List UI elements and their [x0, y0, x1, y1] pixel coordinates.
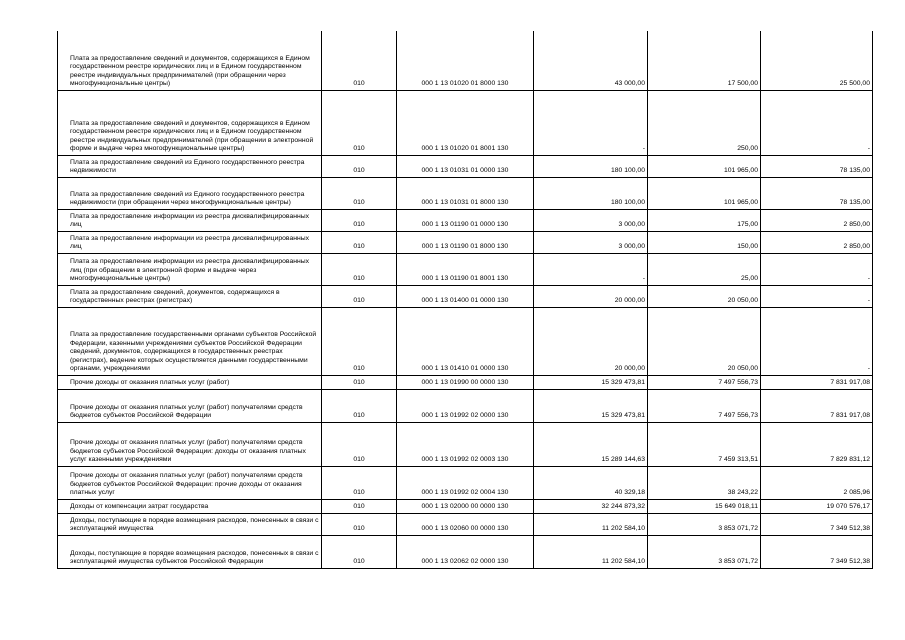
- income-name-text: Прочие доходы от оказания платных услуг (работ): [70, 379, 230, 387]
- approved-amount-cell: 20 000,00: [534, 285, 648, 307]
- income-name-text: Доходы, поступающие в порядке возмещения расходов, понесенных в связи с эксплуатацией имущества субъектов Российской Федерации: [70, 549, 319, 566]
- unexecuted-amount-cell: -: [761, 90, 873, 155]
- income-name-cell: [58, 209, 322, 231]
- unexecuted-amount-cell: 78 135,00: [761, 177, 873, 209]
- income-name-cell: [58, 31, 322, 90]
- line-code-cell: 010: [322, 31, 397, 90]
- income-name-text: Прочие доходы от оказания платных услуг (работ) получателями средств бюджетов субъектов Российской Федерации: доходы от оказания платных услуг казенными учреждениями: [70, 439, 306, 464]
- table-row: [58, 389, 873, 422]
- unexecuted-amount-cell: 2 085,96: [761, 466, 873, 499]
- line-code-cell: 010: [322, 389, 397, 422]
- income-name-text: Плата за предоставление информации из реестра дисквалифицированных лиц (при обращении в электронной форме и выдаче через многофункциональные центры): [70, 258, 310, 283]
- table-row: [58, 375, 873, 389]
- line-code-cell: 010: [322, 253, 397, 285]
- executed-amount-cell: 175,00: [648, 209, 761, 231]
- budget-class-code-cell: 000 1 13 02062 02 0000 130: [397, 535, 534, 568]
- budget-class-code-cell: 000 1 13 02060 00 0000 130: [397, 513, 534, 535]
- income-name-cell: [58, 253, 322, 285]
- budget-class-code-cell: 000 1 13 01992 02 0004 130: [397, 466, 534, 499]
- unexecuted-amount-cell: 7 829 831,12: [761, 422, 873, 466]
- income-name-text: Доходы от компенсации затрат государства: [70, 503, 209, 511]
- table-row: [58, 231, 873, 253]
- approved-amount-cell: 180 100,00: [534, 155, 648, 177]
- income-name-cell: [58, 422, 322, 466]
- line-code-cell: 010: [322, 535, 397, 568]
- income-name-cell: [58, 231, 322, 253]
- unexecuted-amount-cell: -: [761, 253, 873, 285]
- budget-class-code-cell: 000 1 13 01400 01 0000 130: [397, 285, 534, 307]
- approved-amount-cell: 11 202 584,10: [534, 513, 648, 535]
- approved-amount-cell: -: [534, 90, 648, 155]
- approved-amount-cell: 40 329,18: [534, 466, 648, 499]
- income-name-cell: [58, 285, 322, 307]
- table-row: [58, 466, 873, 499]
- approved-amount-cell: 15 289 144,63: [534, 422, 648, 466]
- executed-amount-cell: 17 500,00: [648, 31, 761, 90]
- unexecuted-amount-cell: 19 070 576,17: [761, 499, 873, 513]
- income-name-cell: [58, 535, 322, 568]
- executed-amount-cell: 7 497 556,73: [648, 389, 761, 422]
- executed-amount-cell: 38 243,22: [648, 466, 761, 499]
- table-row: [58, 513, 873, 535]
- line-code-cell: 010: [322, 285, 397, 307]
- budget-class-code-cell: 000 1 13 01990 00 0000 130: [397, 375, 534, 389]
- executed-amount-cell: 3 853 071,72: [648, 535, 761, 568]
- revenue-table: [57, 31, 873, 569]
- budget-class-code-cell: 000 1 13 01190 01 8001 130: [397, 253, 534, 285]
- income-name-text: Плата за предоставление информации из реестра дисквалифицированных лиц: [70, 212, 310, 229]
- approved-amount-cell: 15 329 473,81: [534, 389, 648, 422]
- income-name-text: Плата за предоставление сведений и документов, содержащихся в Едином государственном реестре юридических лиц и в Едином государственном реестре индивидуальных предпринимателей (при обращении в электронной форме и выдаче через многофункциональные центры): [70, 119, 314, 153]
- income-name-text: Плата за предоставление информации из реестра дисквалифицированных лиц: [70, 234, 310, 251]
- line-code-cell: 010: [322, 177, 397, 209]
- executed-amount-cell: 20 050,00: [648, 307, 761, 375]
- income-name-cell: [58, 375, 322, 389]
- income-name-cell: [58, 513, 322, 535]
- table-row: [58, 253, 873, 285]
- table-row: [58, 535, 873, 568]
- unexecuted-amount-cell: -: [761, 307, 873, 375]
- unexecuted-amount-cell: -: [761, 285, 873, 307]
- approved-amount-cell: -: [534, 253, 648, 285]
- unexecuted-amount-cell: 7 831 917,08: [761, 375, 873, 389]
- line-code-cell: 010: [322, 155, 397, 177]
- budget-class-code-cell: 000 1 13 01031 01 0000 130: [397, 155, 534, 177]
- income-name-text: Прочие доходы от оказания платных услуг (работ) получателями средств бюджетов субъектов Российской Федерации: прочие доходы от оказания платных услуг: [70, 472, 303, 497]
- executed-amount-cell: 7 497 556,73: [648, 375, 761, 389]
- budget-class-code-cell: 000 1 13 01410 01 0000 130: [397, 307, 534, 375]
- executed-amount-cell: 3 853 071,72: [648, 513, 761, 535]
- table-row: [58, 90, 873, 155]
- income-name-cell: [58, 499, 322, 513]
- line-code-cell: 010: [322, 499, 397, 513]
- unexecuted-amount-cell: 7 831 917,08: [761, 389, 873, 422]
- approved-amount-cell: 32 244 873,32: [534, 499, 648, 513]
- budget-class-code-cell: 000 1 13 01020 01 8000 130: [397, 31, 534, 90]
- unexecuted-amount-cell: 25 500,00: [761, 31, 873, 90]
- unexecuted-amount-cell: 78 135,00: [761, 155, 873, 177]
- executed-amount-cell: 15 649 018,11: [648, 499, 761, 513]
- table-row: [58, 422, 873, 466]
- budget-class-code-cell: 000 1 13 01190 01 8000 130: [397, 231, 534, 253]
- table-row: [58, 177, 873, 209]
- income-name-cell: [58, 177, 322, 209]
- executed-amount-cell: 250,00: [648, 90, 761, 155]
- table-row: [58, 307, 873, 375]
- line-code-cell: 010: [322, 209, 397, 231]
- budget-class-code-cell: 000 1 13 01020 01 8001 130: [397, 90, 534, 155]
- executed-amount-cell: 101 965,00: [648, 155, 761, 177]
- approved-amount-cell: 20 000,00: [534, 307, 648, 375]
- executed-amount-cell: 101 965,00: [648, 177, 761, 209]
- approved-amount-cell: 43 000,00: [534, 31, 648, 90]
- income-name-text: Плата за предоставление государственными органами субъектов Российской Федерации, казенными учреждениями субъектов Российской Федерации сведений, документов, содержащихся в государственных реестрах (регистрах), ведение которых осуществляется данными государственными органами, учреждениями: [70, 331, 317, 373]
- executed-amount-cell: 7 459 313,51: [648, 422, 761, 466]
- line-code-cell: 010: [322, 375, 397, 389]
- table-body: [58, 31, 873, 568]
- income-name-cell: [58, 155, 322, 177]
- income-name-cell: [58, 466, 322, 499]
- income-name-text: Доходы, поступающие в порядке возмещения расходов, понесенных в связи с эксплуатацией имущества: [70, 516, 319, 533]
- income-name-cell: [58, 90, 322, 155]
- table-row: [58, 31, 873, 90]
- executed-amount-cell: 150,00: [648, 231, 761, 253]
- budget-class-code-cell: 000 1 13 01190 01 0000 130: [397, 209, 534, 231]
- budget-class-code-cell: 000 1 13 01031 01 8000 130: [397, 177, 534, 209]
- income-name-text: Плата за предоставление сведений и документов, содержащихся в Едином государственном реестре юридических лиц и в Едином государственном реестре индивидуальных предпринимателей (при обращении через многофункциональные центры): [70, 54, 310, 88]
- table-row: [58, 499, 873, 513]
- line-code-cell: 010: [322, 231, 397, 253]
- line-code-cell: 010: [322, 513, 397, 535]
- table-row: [58, 155, 873, 177]
- income-name-text: Прочие доходы от оказания платных услуг (работ) получателями средств бюджетов субъектов Российской Федерации: [70, 403, 303, 420]
- income-name-cell: [58, 389, 322, 422]
- income-name-cell: [58, 307, 322, 375]
- line-code-cell: 010: [322, 307, 397, 375]
- line-code-cell: 010: [322, 422, 397, 466]
- unexecuted-amount-cell: 2 850,00: [761, 231, 873, 253]
- approved-amount-cell: 180 100,00: [534, 177, 648, 209]
- line-code-cell: 010: [322, 466, 397, 499]
- budget-class-code-cell: 000 1 13 01992 02 0000 130: [397, 389, 534, 422]
- unexecuted-amount-cell: 7 349 512,38: [761, 513, 873, 535]
- table-row: [58, 209, 873, 231]
- income-name-text: Плата за предоставление сведений, документов, содержащихся в государственных реестрах (регистрах): [70, 288, 280, 305]
- income-name-text: Плата за предоставление сведений из Единого государственного реестра недвижимости (при обращении через многофункциональные центры): [70, 190, 305, 207]
- unexecuted-amount-cell: 2 850,00: [761, 209, 873, 231]
- unexecuted-amount-cell: 7 349 512,38: [761, 535, 873, 568]
- executed-amount-cell: 20 050,00: [648, 285, 761, 307]
- approved-amount-cell: 3 000,00: [534, 209, 648, 231]
- approved-amount-cell: 3 000,00: [534, 231, 648, 253]
- approved-amount-cell: 15 329 473,81: [534, 375, 648, 389]
- budget-class-code-cell: 000 1 13 02000 00 0000 130: [397, 499, 534, 513]
- budget-class-code-cell: 000 1 13 01992 02 0003 130: [397, 422, 534, 466]
- income-name-text: Плата за предоставление сведений из Единого государственного реестра недвижимости: [70, 158, 305, 175]
- executed-amount-cell: 25,00: [648, 253, 761, 285]
- approved-amount-cell: 11 202 584,10: [534, 535, 648, 568]
- line-code-cell: 010: [322, 90, 397, 155]
- table-row: [58, 285, 873, 307]
